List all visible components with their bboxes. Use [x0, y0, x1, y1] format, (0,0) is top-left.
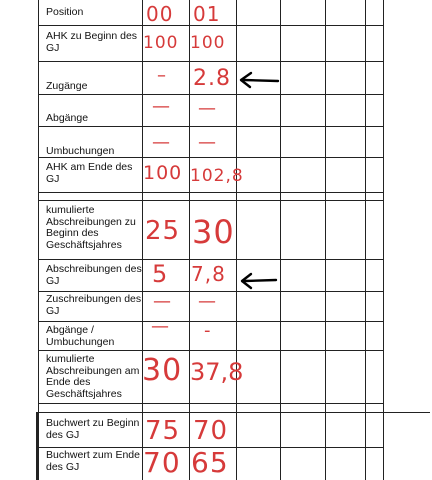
row-line	[38, 403, 384, 404]
row-line	[38, 192, 384, 193]
hw-umbuchungen-00: —	[152, 132, 171, 153]
hw-umbuchungen-01: —	[198, 132, 217, 153]
hw-ahk-ende-00: 100	[143, 162, 183, 184]
hw-buchwert-beginn-01: 70	[193, 416, 229, 446]
hw-abschr-gj-01: 7,8	[191, 262, 226, 286]
label-kum-abschr-beginn: kumulierte Abschreibungen zu Beginn des Geschäftsjahres	[46, 204, 136, 251]
label-ahk-ende: AHK am Ende des GJ	[46, 161, 133, 185]
hw-buchwert-beginn-00: 75	[145, 416, 181, 446]
hw-kum-ende-00: 30	[142, 353, 183, 388]
label-abgaenge-umbuchungen: Abgänge / Umbuchungen	[46, 324, 115, 348]
row-line	[38, 126, 384, 127]
hw-abg-umb-00: —	[151, 316, 170, 337]
hw-buchwert-ende-01: 65	[191, 446, 229, 479]
hw-position-00: 00	[146, 2, 174, 26]
row-line	[38, 350, 384, 351]
hw-zuschr-gj-00: —	[153, 291, 172, 312]
hw-abg-umb-01: -	[204, 320, 212, 341]
arrow-left-icon	[238, 270, 278, 290]
hw-abgaenge-01: —	[198, 98, 217, 119]
label-buchwert-beginn: Buchwert zu Beginn des GJ	[46, 417, 140, 441]
outer-left-border	[38, 0, 39, 480]
label-ahk-beginn: AHK zu Beginn des GJ	[46, 30, 138, 54]
outer-right-border	[383, 0, 384, 480]
row-line	[38, 259, 384, 260]
hw-buchwert-ende-00: 70	[143, 446, 181, 479]
col-line-2	[189, 0, 190, 480]
label-abschr-gj: Abschreibungen des GJ	[46, 263, 142, 287]
col-line-6	[365, 0, 366, 480]
hw-position-01: 01	[193, 2, 221, 26]
hw-kum-beginn-01: 30	[192, 213, 235, 251]
hw-abschr-gj-00: 5	[152, 260, 169, 288]
label-kum-abschr-ende: kumulierte Abschreibungen am Ende des Geschäftsjahres	[46, 353, 140, 400]
hw-zugaenge-00: –	[157, 65, 167, 86]
row-line	[38, 94, 384, 95]
section-gap-line	[36, 412, 430, 413]
col-line-4	[280, 0, 281, 480]
label-buchwert-ende: Buchwert zum Ende des GJ	[46, 449, 140, 473]
hw-abgaenge-00: —	[152, 96, 171, 117]
label-position: Position	[46, 6, 84, 18]
col-line-1	[142, 0, 143, 480]
col-line-5	[325, 0, 326, 480]
hw-ahk-beginn-00: 100	[143, 33, 179, 53]
hw-zugaenge-01: 2.8	[193, 66, 231, 91]
hw-ahk-ende-01: 102,8	[190, 166, 244, 186]
hw-ahk-beginn-01: 100	[190, 33, 226, 53]
arrow-left-icon	[236, 70, 280, 90]
row-line	[38, 61, 384, 62]
label-umbuchungen: Umbuchungen	[46, 145, 115, 157]
section-gap-line	[38, 200, 384, 201]
bottom-frame-left	[36, 412, 38, 480]
label-zuschr-gj: Zuschreibungen des GJ	[46, 293, 142, 317]
hw-zuschr-gj-01: —	[198, 291, 217, 312]
hw-kum-beginn-00: 25	[145, 216, 181, 246]
label-zugaenge: Zugänge	[46, 80, 88, 92]
hw-kum-ende-01: 37,8	[190, 358, 244, 386]
label-abgaenge: Abgänge	[46, 112, 89, 124]
